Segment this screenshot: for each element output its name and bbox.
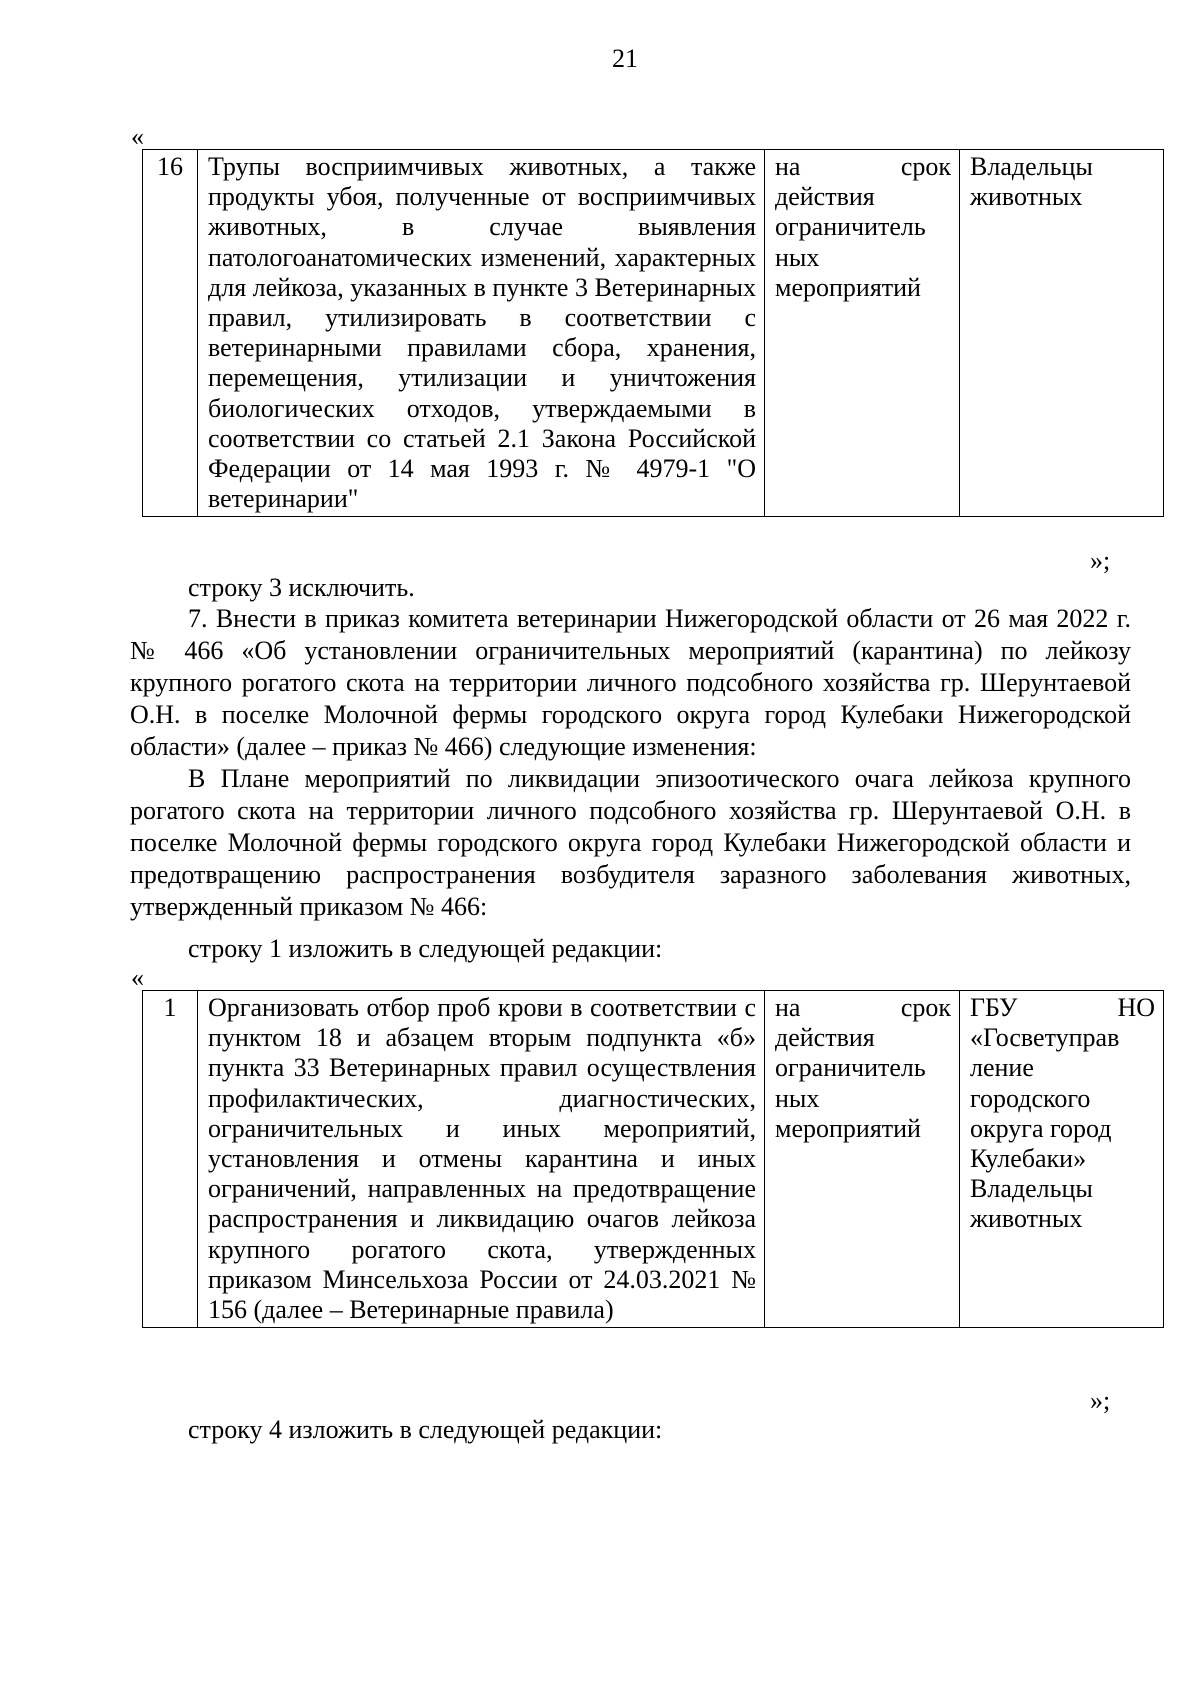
- open-quote: «: [131, 122, 144, 151]
- responsible-cell: [960, 991, 1164, 1328]
- paragraph-row-1-heading: строку 1 изложить в следующей редакции:: [188, 934, 663, 963]
- paragraph: 7. Внести в приказ комитета ветеринарии Нижегородской области от 26 мая 2022 г. № 466 «Об установлении ограничительных мероприятий (карантина) по лейкозу крупного рогатого скота на территории личного подсобного хозяйства гр. Шерунтаевой О.Н. в поселке Молочной фермы городского округа город Кулебаки Нижегородской области» (далее – приказ № 466) следующие изменения:: [130, 604, 1131, 761]
- paragraph-section-7: [130, 603, 1131, 923]
- term-cell: [765, 991, 960, 1328]
- row-number-cell: 16: [143, 150, 198, 517]
- term-word: срок: [900, 152, 951, 181]
- term-word: на: [775, 993, 801, 1022]
- close-quote: »;: [1090, 546, 1111, 575]
- row-number-cell: 1: [143, 991, 198, 1328]
- measure-description-cell: Организовать отбор проб крови в соответствии с пунктом 18 и абзацем вторым подпункта «б» пункта 33 Ветеринарных правил осуществления профилактических, диагностических, ограничительных и иных мероприятий, установления и отмены карантина и иных ограничений, направленных на предотвращение распространения и ликвидацию очагов лейкоза крупного рогатого скота, утвержденных приказом Минсельхоза России от 24.03.2021 № 156 (далее – Ветеринарные правила): [198, 991, 765, 1328]
- table-row: [143, 150, 1164, 517]
- term-word: срок: [900, 993, 951, 1022]
- close-quote: »;: [1090, 1386, 1111, 1415]
- responsible-word: НО: [1117, 993, 1155, 1022]
- table-row: [143, 991, 1164, 1328]
- term-cell: [765, 150, 960, 517]
- table-row-16: [142, 149, 1164, 517]
- term-text: действия ограничитель ных мероприятий: [775, 1023, 926, 1143]
- page-number: 21: [612, 44, 638, 73]
- responsible-word: ГБУ: [970, 993, 1018, 1022]
- responsible-cell: Владельцы животных: [960, 150, 1164, 517]
- paragraph-delete-row-3: строку 3 исключить.: [188, 573, 415, 602]
- paragraph: В Плане мероприятий по ликвидации эпизоотического очага лейкоза крупного рогатого скота на территории личного подсобного хозяйства гр. Шерунтаевой О.Н. в поселке Молочной фермы городского округа город Кулебаки Нижегородской области и предотвращению распространения возбудителя заразного заболевания животных, утвержденный приказом № 466:: [130, 764, 1131, 921]
- measure-description-cell: Трупы восприимчивых животных, а также продукты убоя, полученные от восприимчивых животных, в случае выявления патологоанатомических изменений, характерных для лейкоза, указанных в пункте 3 Ветеринарных правил, утилизировать в соответствии с ветеринарными правилами сбора, хранения, перемещения, утилизации и уничтожения биологических отходов, утверждаемыми в соответствии со статьей 2.1 Закона Российской Федерации от 14 мая 1993 г. № 4979-1 "О ветеринарии": [198, 150, 765, 517]
- open-quote: «: [131, 963, 144, 992]
- responsible-text: «Госветуправ ление городского округа город Кулебаки» Владельцы животных: [970, 1023, 1120, 1234]
- paragraph-row-4-heading: строку 4 изложить в следующей редакции:: [188, 1415, 663, 1444]
- term-word: на: [775, 152, 801, 181]
- term-text: действия ограничитель ных мероприятий: [775, 182, 926, 302]
- table-row-1: [142, 990, 1164, 1328]
